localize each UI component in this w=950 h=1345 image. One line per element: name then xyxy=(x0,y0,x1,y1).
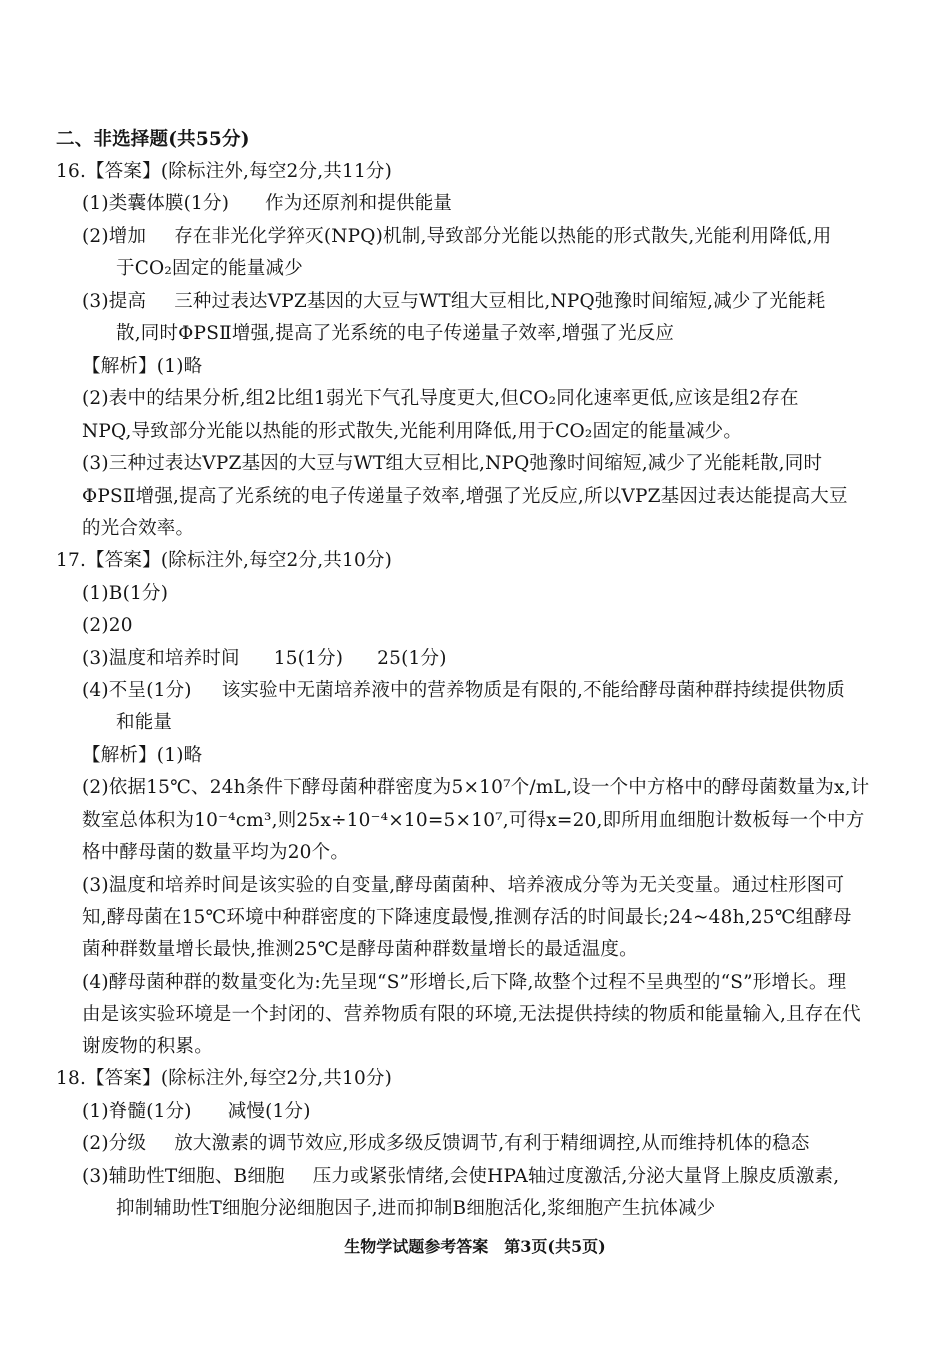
q17-answer-2: (2)20 xyxy=(82,615,133,636)
q16-explanation-3-line-2: ΦPSⅡ增强,提高了光系统的电子传递量子效率,增强了光反应,所以VPZ基因过表达能提高大豆 xyxy=(82,486,848,507)
q17-explanation-2-line-3: 格中酵母菌的数量平均为20个。 xyxy=(82,842,350,863)
section-title: 二、非选择题(共55分) xyxy=(56,129,250,150)
q16-answer-3: (3)提高 三种过表达VPZ基因的大豆与WT组大豆相比,NPQ弛豫时间缩短,减少了光能耗 xyxy=(82,291,826,312)
q17-explanation-3-line-1: (3)温度和培养时间是该实验的自变量,酵母菌菌种、培养液成分等为无关变量。通过柱形图可 xyxy=(82,875,845,896)
q16-answer-3-cont: 散,同时ΦPSⅡ增强,提高了光系统的电子传递量子效率,增强了光反应 xyxy=(116,323,675,344)
q17-explanation-4-line-1: (4)酵母菌种群的数量变化为:先呈现“S”形增长,后下降,故整个过程不呈典型的“S”形增长。理 xyxy=(82,972,847,993)
q16-answer-2: (2)增加 存在非光化学猝灭(NPQ)机制,导致部分光能以热能的形式散失,光能利用降低,用 xyxy=(82,226,832,247)
q17-answer-4-cont: 和能量 xyxy=(116,712,173,733)
q17-explanation-2-line-2: 数室总体积为10⁻⁴cm³,则25x÷10⁻⁴×10=5×10⁷,可得x=20,即所用血细胞计数板每一个中方 xyxy=(82,810,865,831)
q17-header: 17.【答案】(除标注外,每空2分,共10分) xyxy=(56,550,393,571)
q17-explanation-3-line-2: 知,酵母菌在15℃环境中种群密度的下降速度最慢,推测存活的时间最长;24~48h,25℃组酵母 xyxy=(82,907,852,928)
q16-answer-2-cont: 于CO₂固定的能量减少 xyxy=(116,258,303,279)
q17-explanation-header: 【解析】(1)略 xyxy=(82,745,203,766)
q18-answer-3: (3)辅助性T细胞、B细胞 压力或紧张情绪,会使HPA轴过度激活,分泌大量肾上腺皮质激素, xyxy=(82,1166,840,1187)
q17-explanation-4-line-2: 由是该实验环境是一个封闭的、营养物质有限的环境,无法提供持续的物质和能量输入,且存在代 xyxy=(82,1004,861,1025)
q17-explanation-2-line-1: (2)依据15℃、24h条件下酵母菌种群密度为5×10⁷个/mL,设一个中方格中的酵母菌数量为x,计 xyxy=(82,777,870,798)
q17-answer-1: (1)B(1分) xyxy=(82,583,169,604)
q18-answer-2: (2)分级 放大激素的调节效应,形成多级反馈调节,有利于精细调控,从而维持机体的稳态 xyxy=(82,1133,810,1154)
q16-explanation-2-line-1: (2)表中的结果分析,组2比组1弱光下气孔导度更大,但CO₂同化速率更低,应该是组2存在 xyxy=(82,388,799,409)
q16-explanation-header: 【解析】(1)略 xyxy=(82,356,203,377)
q18-answer-3-cont: 抑制辅助性T细胞分泌细胞因子,进而抑制B细胞活化,浆细胞产生抗体减少 xyxy=(116,1198,716,1219)
q17-answer-4: (4)不呈(1分) 该实验中无菌培养液中的营养物质是有限的,不能给酵母菌种群持续提供物质 xyxy=(82,680,845,701)
q17-answer-3: (3)温度和培养时间 15(1分) 25(1分) xyxy=(82,648,447,669)
page-footer: 生物学试题参考答案 第3页(共5页) xyxy=(344,1237,606,1256)
q17-explanation-4-line-3: 谢废物的积累。 xyxy=(82,1036,213,1057)
q18-answer-1: (1)脊髓(1分) 减慢(1分) xyxy=(82,1101,311,1122)
q17-explanation-3-line-3: 菌种群数量增长最快,推测25℃是酵母菌种群数量增长的最适温度。 xyxy=(82,939,638,960)
q16-explanation-3-line-3: 的光合效率。 xyxy=(82,518,195,539)
q16-explanation-2-line-2: NPQ,导致部分光能以热能的形式散失,光能利用降低,用于CO₂固定的能量减少。 xyxy=(82,421,743,442)
q16-answer-1: (1)类囊体膜(1分) 作为还原剂和提供能量 xyxy=(82,193,453,214)
q16-header: 16.【答案】(除标注外,每空2分,共11分) xyxy=(56,161,393,182)
q18-header: 18.【答案】(除标注外,每空2分,共10分) xyxy=(56,1068,393,1089)
q16-explanation-3-line-1: (3)三种过表达VPZ基因的大豆与WT组大豆相比,NPQ弛豫时间缩短,减少了光能耗散,同时 xyxy=(82,453,823,474)
